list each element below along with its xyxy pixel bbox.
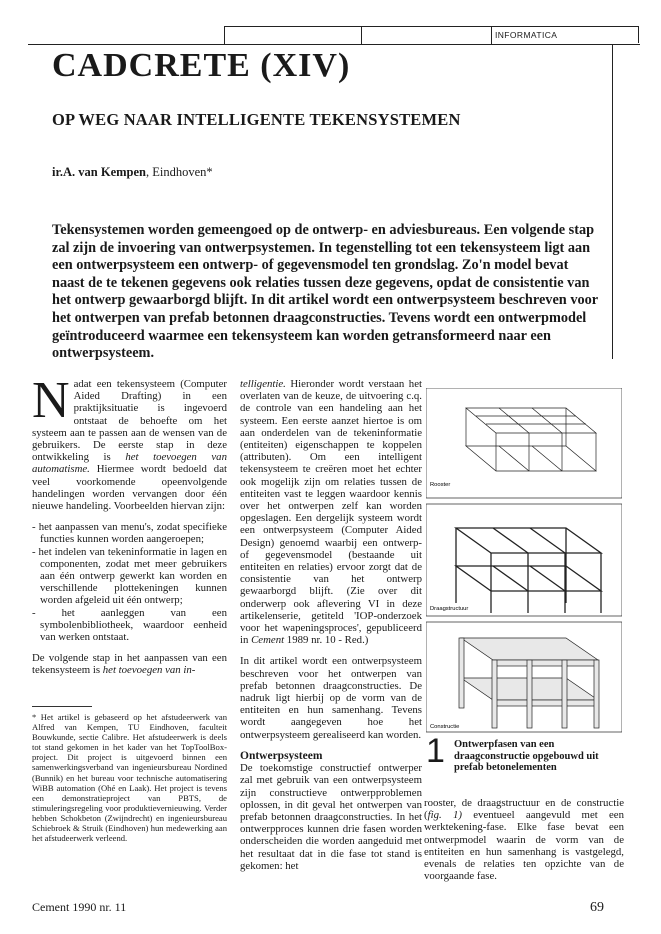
col2-p1-emphasis: telligentie. [240, 378, 286, 390]
column-1 [32, 372, 227, 686]
figure-1-drawing [426, 388, 622, 733]
list-item: - het aanpassen van menu's, zodat specifieke functies kunnen worden aangeroepen; [32, 521, 227, 546]
draagstructuur-frame-icon [456, 528, 601, 613]
col3-figure-ref: fig. 1) [427, 809, 462, 822]
col2-p1-journal: Cement [251, 634, 285, 647]
article-title: CADCRETE (XIV) [52, 47, 351, 84]
col2-p1-text: Hieronder wordt verstaan het overlaten van de keuze, de uitvoering c.q. de controle van een handeling aan het systeem. Een eerste aanzet hiertoe is om aan onderdelen van de tekeninformatie (entiteiten) eigenschappen te koppelen (attributen). Om een intelligent tekensysteem te creëren moet het echter ook mogelijk zijn om relaties tussen de entiteiten vast te leggen waardoor kennis over het ontwerpen zelf kan worden opgeslagen. Een dergelijk systeem wordt een ontwerpsysteem (Computer Aided Design) genoemd waarbij een ontwerp- of gegevensmodel (bestaande uit entiteiten en relaties) ervoor zorgt dat de consistentie van het ontwerp gewaarborgd blijft. (Zie over dit onderwerp ook aflevering VI in deze artikelenserie, getiteld 'IOP-onderzoek voor het wapeningsproces', gepubliceerd in [240, 378, 422, 647]
col3-text-2: eventueel aangevuld met een werktekening-fase. Elke fase bevat een ontwerpmodel waarin de vorm van de entiteiten en hun samenhang is vastgelegd, evenals de relaties ten opzichte van de voorgaande fase. [424, 809, 624, 883]
figure-label-constructie: Constructie [430, 724, 460, 730]
col1-p1-text-2: Hiermee wordt bedoeld dat veel voorkomende opeenvolgende handelingen worden vervangen door één nieuwe handeling. Voorbeelden hiervan zijn: [32, 463, 227, 513]
col3-paragraph-1 [424, 797, 624, 882]
figure-label-rooster: Rooster [430, 482, 451, 488]
footer-journal: Cement 1990 nr. 11 [32, 900, 127, 914]
col1-list [32, 521, 227, 643]
col2-paragraph-1 [240, 378, 422, 646]
rooster-grid-icon [466, 408, 596, 471]
author-name: ir.A. van Kempen [52, 165, 146, 179]
header-section-label: INFORMATICA [491, 26, 639, 43]
author-line [52, 165, 213, 180]
figure-label-draagstructuur: Draagstructuur [430, 606, 469, 612]
col1-paragraph-2 [32, 652, 227, 676]
constructie-elements-icon [459, 638, 599, 728]
col3-text: rooster, de draagstructuur en de constructie ( [424, 797, 624, 822]
column-3 [424, 797, 624, 891]
header-box-middle [361, 26, 492, 44]
section-heading: Ontwerpsysteem [240, 749, 323, 762]
lead-paragraph: Tekensystemen worden gemeengoed op de ontwerp- en adviesbureaus. Een volgende stap zal zijn de invoering van ontwerpsystemen. In tegenstelling tot een tekensysteem ligt aan een ontwerpsysteem een ontwerp- of gegevensmodel ten grondslag. Zo'n model bevat naast de te tekenen gegevens ook relaties tussen deze gegevens, opdat de consistentie van het ontwerp gewaarborgd blijft. In dit artikel wordt een ontwerpsysteem beschreven voor het ontwerpen van prefab betonnen draagconstructies. Tevens wordt een ontwerpmodel geïntroduceerd waarmee een tekensysteem kan worden getransformeerd naar een ontwerpsysteem. [52, 222, 598, 362]
col2-paragraph-2: In dit artikel wordt een ontwerpsysteem beschreven voor het ontwerpen van prefab betonnen draagconstructies. De nadruk ligt hierbij op de vorm van de entiteiten en hun samenhang. Tevens wordt aangegeven hoe het ontwerpsysteem gerealiseerd kan worden. [240, 655, 422, 741]
col1-paragraph-1 [32, 372, 227, 513]
drop-cap: N [32, 372, 70, 429]
figure-number: 1 [426, 732, 445, 770]
col2-paragraph-3: De toekomstige constructief ontwerper zal met gebruik van een ontwerpsysteem zijn constructieve ontwerpproblemen oplossen, in dit geval het ontwerpen van prefab betonnen draagconstructies. In het ontwerpproces kunnen drie fasen worden onderscheiden die worden aangeduid met het resultaat dat in die fase tot stand is gekomen: het [240, 762, 422, 872]
footnote: * Het artikel is gebaseerd op het afstudeerwerk van Alfred van Kempen, TU Eindhoven, faculteit Bouwkunde, sectie Calibre. Het afstudeerwerk is deels tot stand gekomen in het kader van het TopToolBox-project. Dit project is uitgevoerd binnen een samenwerkingsverband van ingenieursbureau Nordined (Bunnik) en het bureau voor technische automatisering WiBB automation (Ohé en Laak). Het project is tevens een demonstratieproject van PBTS, de stimuleringsregeling voor produktievernieuwing. Verder hebben Schokbeton (Zwijndrecht) en ingenieursbureau Schiebroek & Struik (Eindhoven) hun medewerking aan het afstudeerwerk verleend. [32, 712, 227, 844]
col1-p2-text: De volgende stap in het aanpassen van een tekensysteem is [32, 652, 227, 677]
header-rule [28, 44, 640, 45]
col2-p1-text-2: 1989 nr. 10 - Red.) [284, 634, 369, 647]
figure-caption: Ontwerpfasen van een draagconstructie opgebouwd uit prefab betonelementen [454, 739, 599, 774]
col1-p2-emphasis: het toevoegen van in- [102, 664, 196, 677]
header-box-left [224, 26, 362, 44]
col1-p1-emphasis: het toevoegen van automatisme. [32, 451, 227, 476]
column-2 [240, 378, 422, 881]
list-item: - het aanleggen van een symbolenbibliotheek, waardoor eenheid van werken ontstaat. [32, 606, 227, 644]
article-subtitle: OP WEG NAAR INTELLIGENTE TEKENSYSTEMEN [52, 110, 461, 129]
side-rule [612, 44, 613, 359]
author-place: , Eindhoven* [146, 165, 213, 179]
footnote-rule [32, 706, 92, 707]
footer-page-number: 69 [590, 900, 604, 915]
list-item: - het indelen van tekeninformatie in lagen en componenten, zodat met meer gebruikers aan één ontwerp gewerkt kan worden en verschillende plottekeningen kunnen worden afgeleid uit één ontwerp; [32, 545, 227, 607]
col1-p1-text: adat een tekensysteem (Computer Aided Drafting) in een praktijksituatie is ingevoerd ontstaat de behoefte om het systeem aan te passen aan de wensen van de gebruikers. De eerste stap in deze ontwikkeling is [32, 378, 227, 464]
